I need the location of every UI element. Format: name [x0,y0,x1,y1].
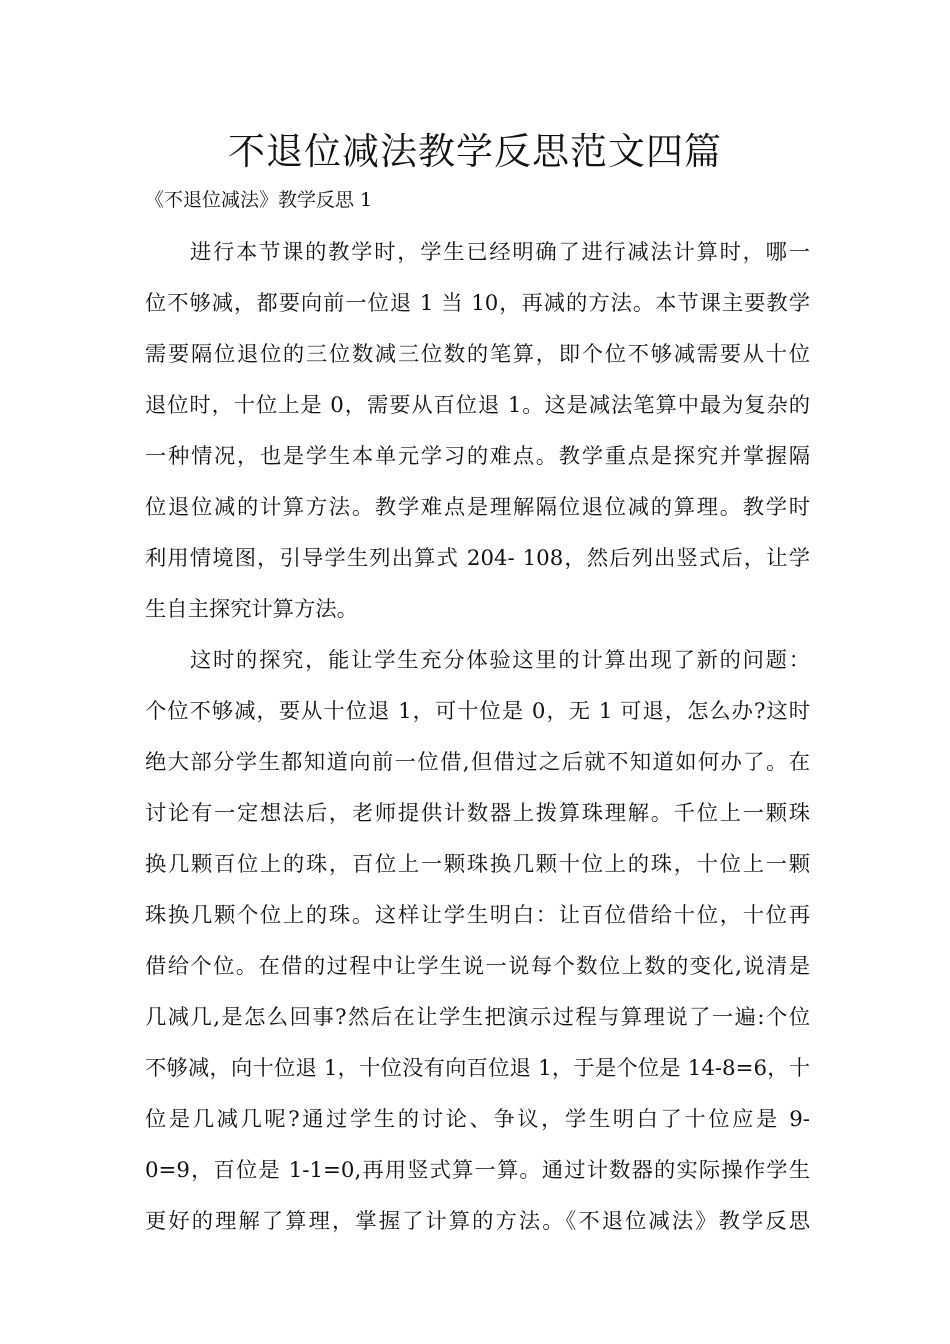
paragraph-line: 这时的探究，能让学生充分体验这里的计算出现了新的问题： [190,648,810,673]
document-title: 不退位减法教学反思范文四篇 [228,130,722,173]
paragraph-line: 个位不够减，要从十位退 1，可十位是 0，无 1 可退，怎么办?这时 [145,699,810,724]
paragraph-line: 位不够减，都要向前一位退 1 当 10，再减的方法。本节课主要教学 [145,291,810,316]
paragraph-1 [145,236,810,644]
document-body [145,236,810,1256]
paragraph-line: 换几颗百位上的珠，百位上一颗珠换几颗十位上的珠，十位上一颗 [145,852,810,877]
paragraph-line: 一种情况，也是学生本单元学习的难点。教学重点是探究并掌握隔 [145,444,810,469]
paragraph-line: 讨论有一定想法后，老师提供计数器上拨算珠理解。千位上一颗珠 [145,801,810,826]
paragraph-2 [145,644,810,1256]
paragraph-line: 不够减，向十位退 1，十位没有向百位退 1，于是个位是 14-8=6，十 [145,1056,810,1081]
paragraph-line: 珠换几颗个位上的珠。这样让学生明白：让百位借给十位，十位再 [145,903,810,928]
paragraph-line: 借给个位。在借的过程中让学生说一说每个数位上数的变化,说清是 [145,954,810,979]
section-heading: 《不退位减法》教学反思 1 [145,189,373,211]
paragraph-line: 位退位减的计算方法。教学难点是理解隔位退位减的算理。教学时 [145,495,810,520]
paragraph-line: 进行本节课的教学时，学生已经明确了进行减法计算时，哪一 [190,240,810,265]
paragraph-line: 0=9，百位是 1-1=0,再用竖式算一算。通过计数器的实际操作学生 [145,1158,810,1183]
paragraph-line: 生自主探究计算方法。 [145,597,358,622]
paragraph-line: 位是几减几呢?通过学生的讨论、争议，学生明白了十位应是 9- [145,1107,810,1132]
paragraph-line: 绝大部分学生都知道向前一位借,但借过之后就不知道如何办了。在 [145,750,810,775]
paragraph-line: 几减几,是怎么回事?然后在让学生把演示过程与算理说了一遍:个位 [145,1005,810,1030]
paragraph-line: 退位时，十位上是 0，需要从百位退 1。这是减法笔算中最为复杂的 [145,393,810,418]
paragraph-line: 需要隔位退位的三位数减三位数的笔算，即个位不够减需要从十位 [145,342,810,367]
paragraph-line: 利用情境图，引导学生列出算式 204- 108，然后列出竖式后，让学 [145,546,810,571]
paragraph-line: 更好的理解了算理，掌握了计算的方法。《不退位减法》教学反思 [145,1209,810,1234]
